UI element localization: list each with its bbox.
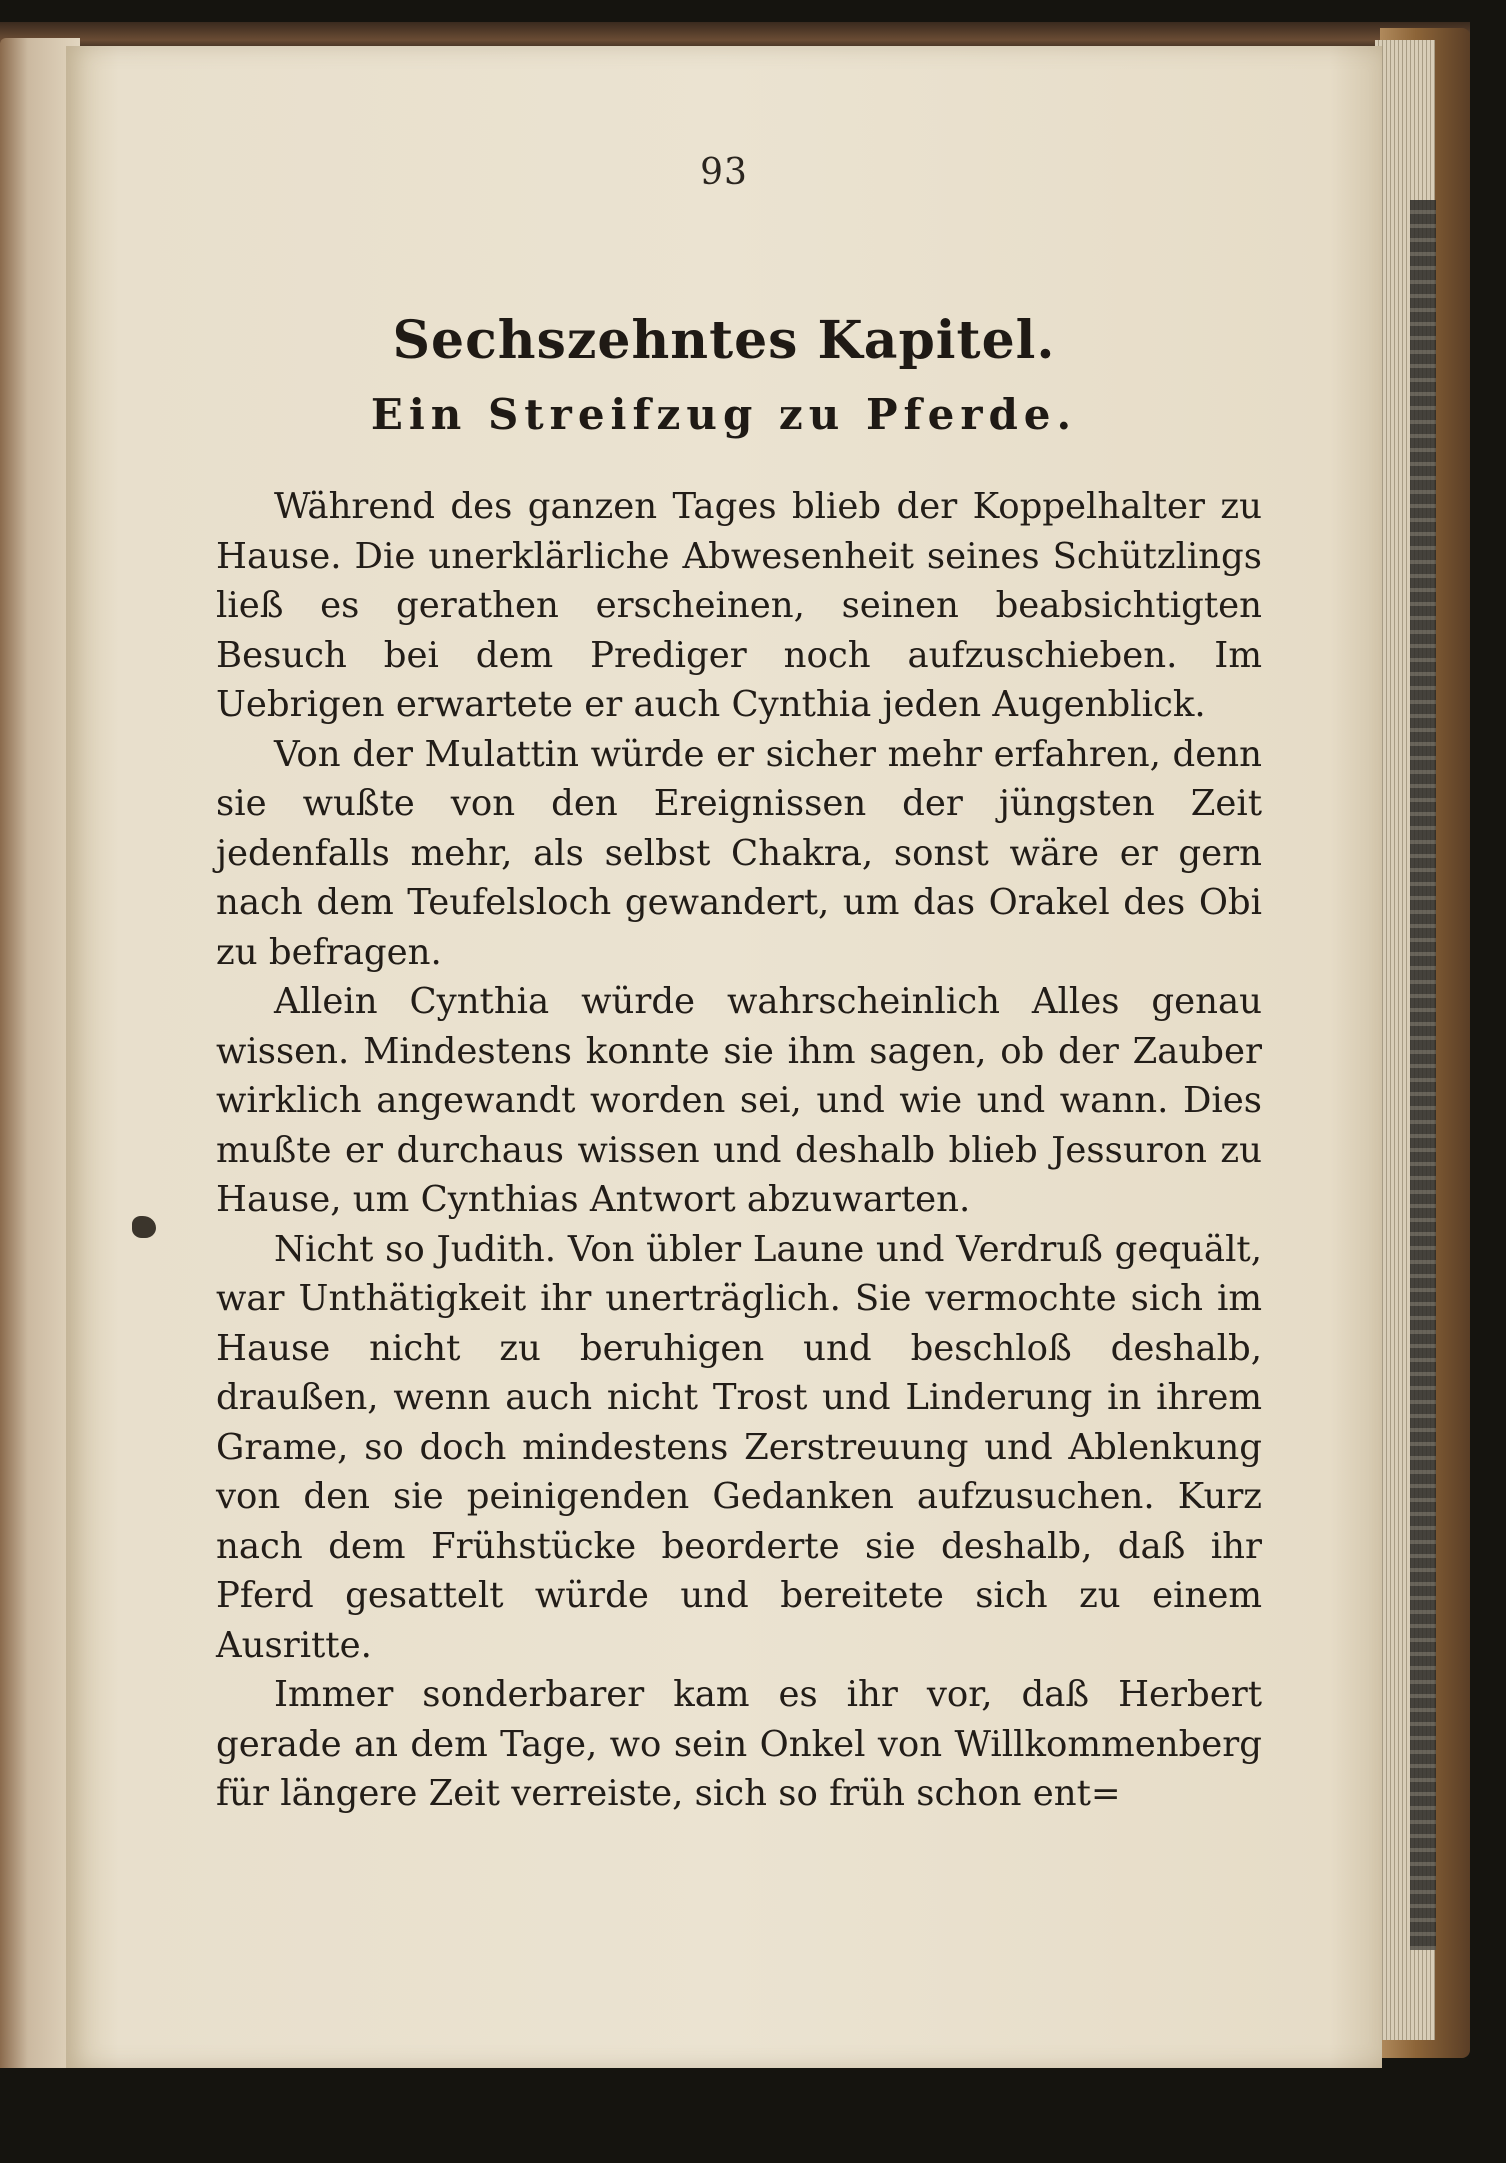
page-edges-dark [1410,200,1436,1950]
paragraph: Während des ganzen Tages blieb der Koppelhalter zu Hause. Die unerklärliche Abwesenheit seines Schützlings ließ es gerathen erscheinen, seinen beabsichtigten Besuch bei dem Prediger noch aufzuschieben. Im Uebrigen erwartete er auch Cynthia jeden Augenblick. [216,486,1262,725]
body-text [216,482,1262,1819]
page-number: 93 [700,152,748,193]
paragraph: Nicht so Judith. Von übler Laune und Verdruß gequält, war Unthätigkeit ihr unerträglich. Sie vermochte sich im Hause nicht zu beruhigen und beschloß deshalb, draußen, wenn auch nicht Trost und Linderung in ihrem Grame, so doch mindestens Zerstreuung und Ablenkung von den sie peinigenden Gedanken aufzusuchen. Kurz nach dem Frühstücke beorderte sie deshalb, daß ihr Pferd gesattelt würde und bereitete sich zu einem Ausritte. [216,1228,1262,1666]
chapter-title: Sechszehntes Kapitel. [392,310,1056,371]
paragraph: Immer sonderbarer kam es ihr vor, daß Herbert gerade an dem Tage, wo sein Onkel von Willkommenberg für längere Zeit verreiste, sich so früh schon ent= [216,1674,1262,1814]
chapter-subtitle: Ein Streifzug zu Pferde. [370,390,1078,439]
background-shadow [0,2068,1506,2163]
book-page [66,46,1382,2068]
paragraph: Allein Cynthia würde wahrscheinlich Alles genau wissen. Mindestens konnte sie ihm sagen, ob der Zauber wirklich angewandt worden sei, und wie und wann. Dies mußte er durchaus wissen und deshalb blieb Jessuron zu Hause, um Cynthias Antwort abzuwarten. [216,981,1262,1220]
paragraph: Von der Mulattin würde er sicher mehr erfahren, denn sie wußte von den Ereignissen der jüngsten Zeit jedenfalls mehr, als selbst Chakra, sonst wäre er gern nach dem Teufelsloch gewandert, um das Orakel des Obi zu befragen. [216,733,1262,973]
page-damage-mark [132,1216,156,1238]
